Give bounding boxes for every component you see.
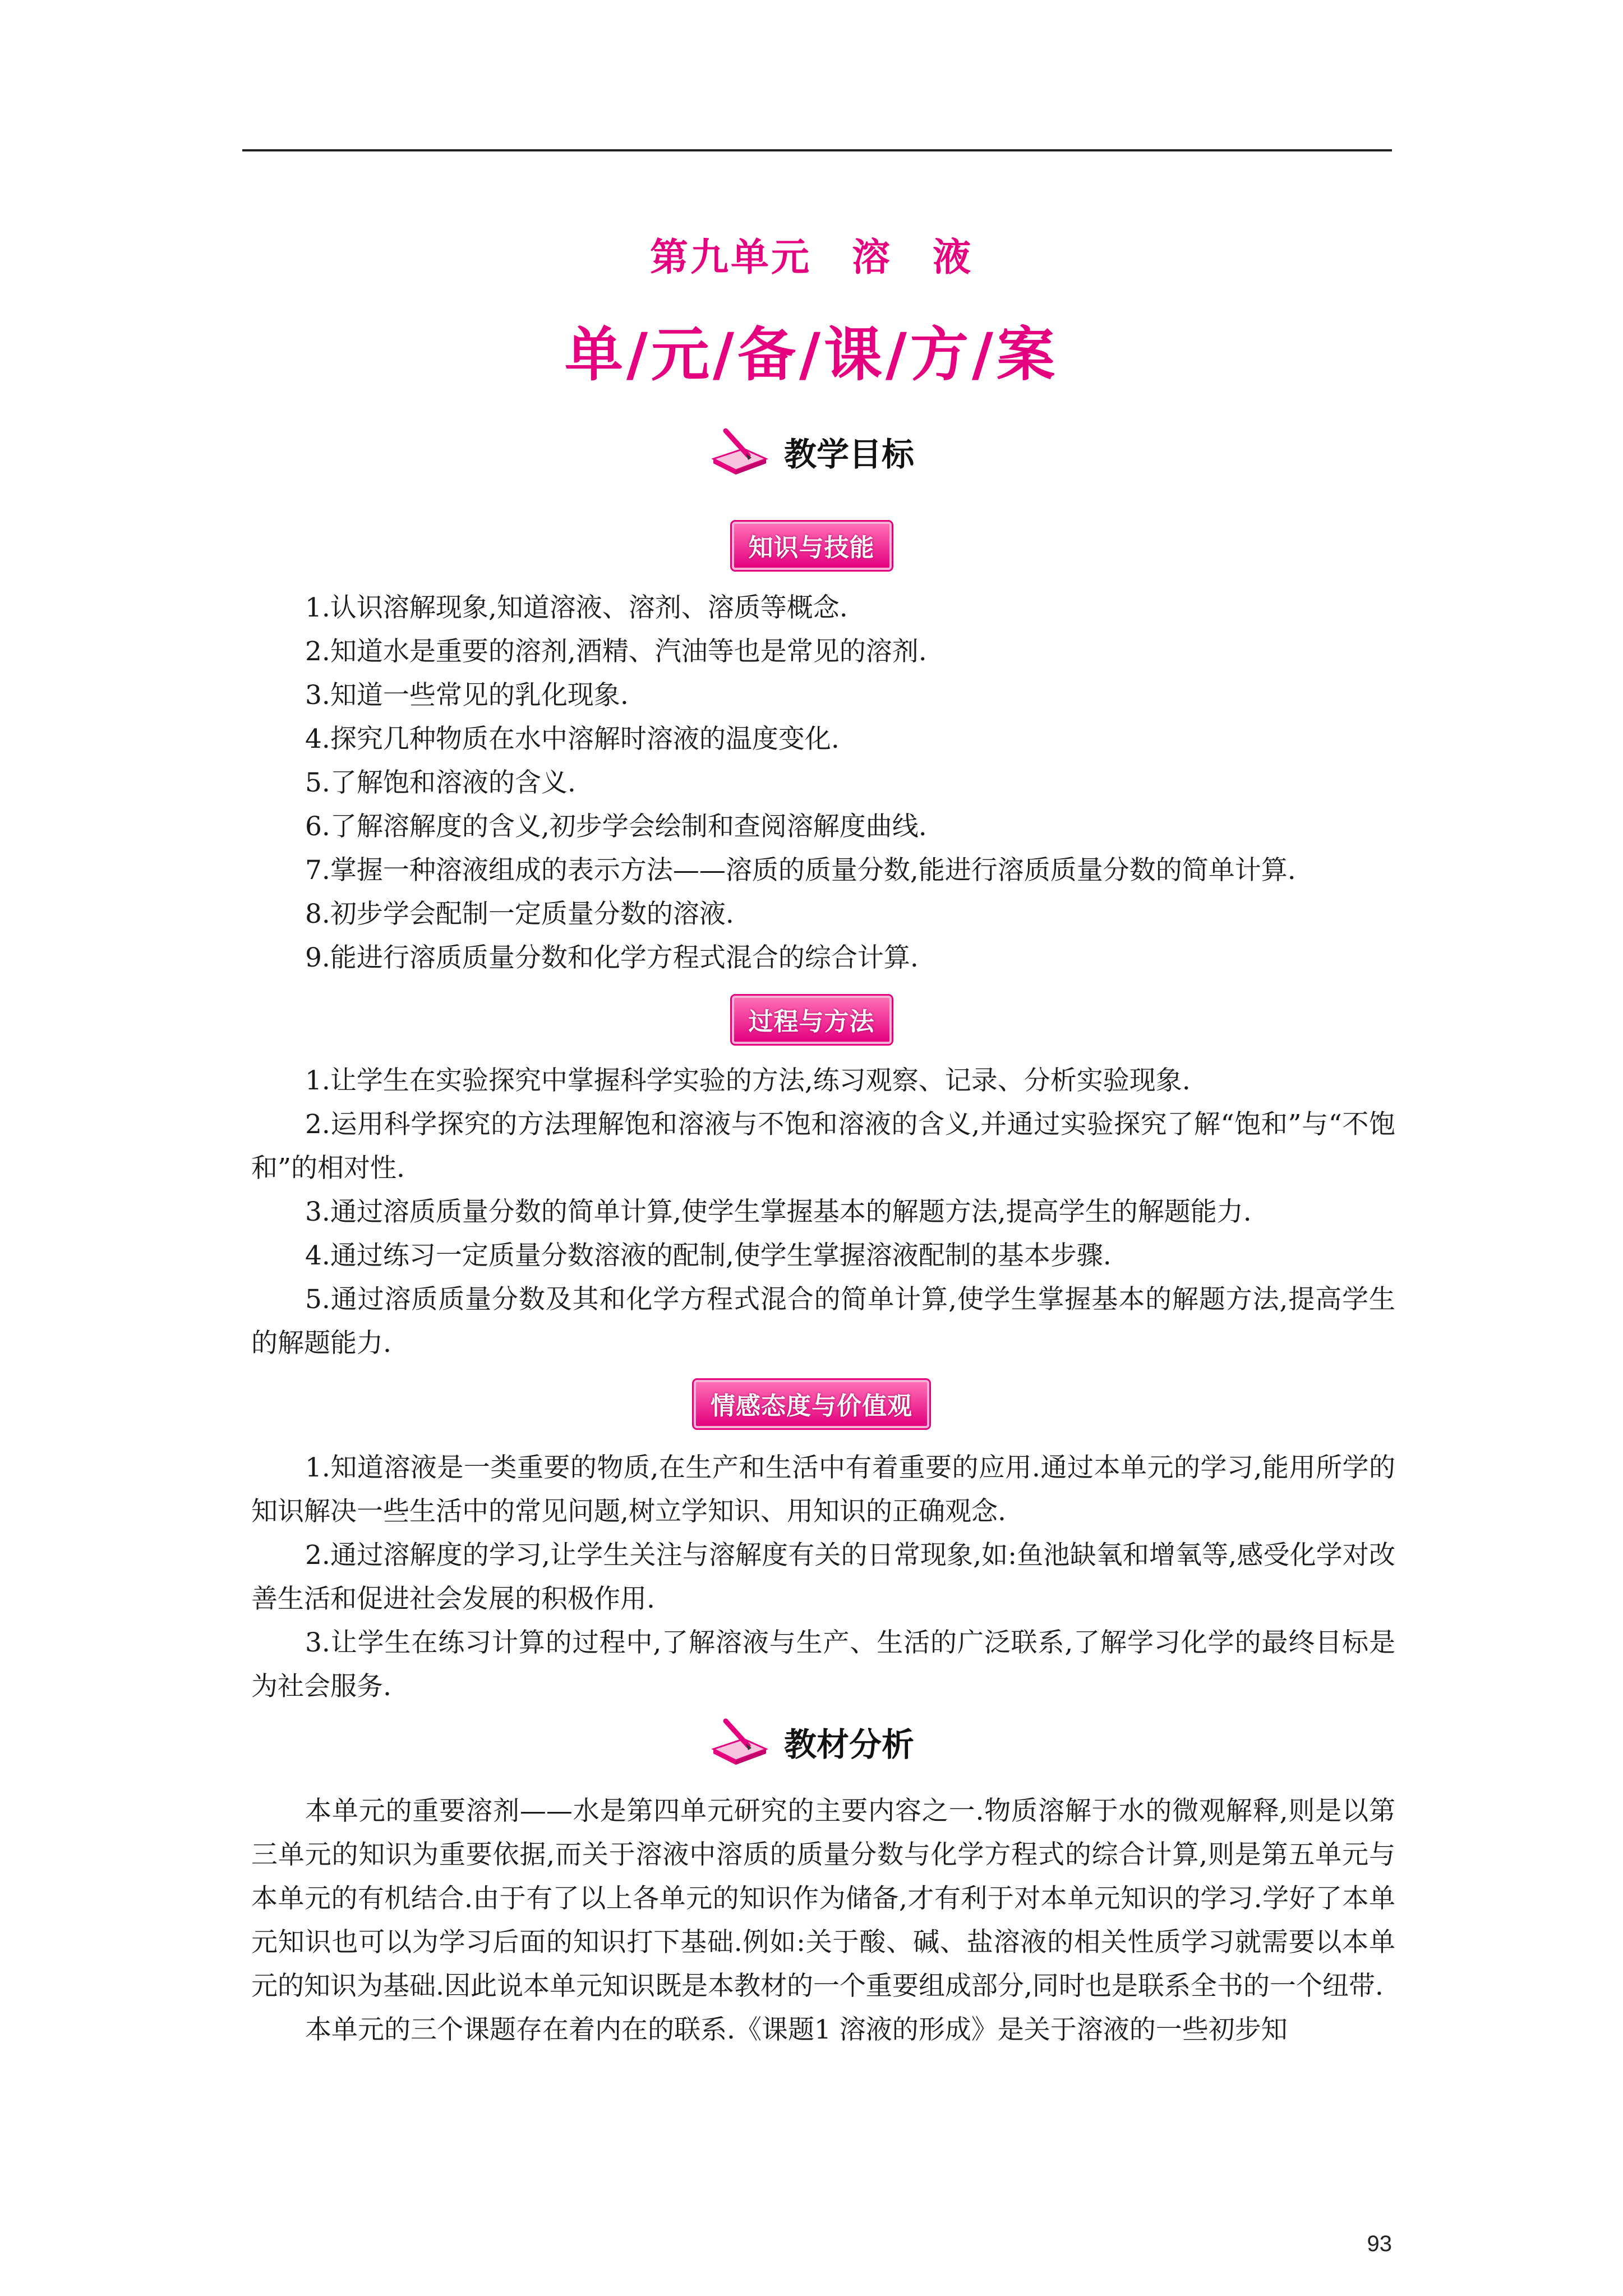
paragraph: 本单元的重要溶剂——水是第四单元研究的主要内容之一.物质溶解于水的微观解释,则是以第三单元的知识为重要依据,而关于溶液中溶质的质量分数与化学方程式的综合计算,则是第五单元与本单元的有机结合.由于有了以上各单元的知识作为储备,才有利于对本单元知识的学习.学好了本单元知识也可以为学习后面的知识打下基础.例如:关于酸、碱、盐溶液的相关性质学习就需要以本单元的知识为基础.因此说本单元知识既是本教材的一个重要组成部分,同时也是联系全书的一个纽带. bbox=[251, 1796, 1395, 2001]
list-item: 9.能进行溶质质量分数和化学方程式混合的综合计算. bbox=[305, 942, 919, 973]
list-item: 6.了解溶解度的含义,初步学会绘制和查阅溶解度曲线. bbox=[305, 811, 927, 842]
section-heading-label: 教学目标 bbox=[783, 435, 914, 473]
material-analysis-text bbox=[251, 1789, 1395, 2052]
knowledge-badge: 知识与技能 bbox=[732, 522, 892, 570]
list-item: 1.知道溶液是一类重要的物质,在生产和生活中有着重要的应用.通过本单元的学习,能用所学的知识解决一些生活中的常见问题,树立学知识、用知识的正确观念. bbox=[251, 1452, 1395, 1527]
list-item: 1.让学生在实验探究中掌握科学实验的方法,练习观察、记录、分析实验现象. bbox=[305, 1065, 1191, 1096]
section-heading-label: 教材分析 bbox=[783, 1726, 914, 1764]
process-badge: 过程与方法 bbox=[732, 996, 892, 1044]
list-item: 2.知道水是重要的溶剂,酒精、汽油等也是常见的溶剂. bbox=[305, 636, 927, 667]
knowledge-list bbox=[251, 586, 1395, 980]
list-item: 3.通过溶质质量分数的简单计算,使学生掌握基本的解题方法,提高学生的解题能力. bbox=[305, 1197, 1252, 1227]
list-item: 2.运用科学探究的方法理解饱和溶液与不饱和溶液的含义,并通过实验探究了解“饱和”与“不饱和”的相对性. bbox=[251, 1109, 1395, 1184]
attitude-badge-wrap bbox=[0, 1380, 1623, 1428]
list-item: 5.通过溶质质量分数及其和化学方程式混合的简单计算,使学生掌握基本的解题方法,提高学生的解题能力. bbox=[251, 1284, 1395, 1359]
list-item: 8.初步学会配制一定质量分数的溶液. bbox=[305, 899, 734, 930]
list-item: 3.知道一些常见的乳化现象. bbox=[305, 680, 629, 711]
plan-title: 单/元/备/课/方/案 bbox=[565, 320, 1058, 389]
section-teaching-goals bbox=[0, 426, 1623, 479]
notebook-pen-icon bbox=[709, 1717, 771, 1767]
knowledge-badge-wrap bbox=[0, 522, 1623, 570]
list-item: 5.了解饱和溶液的含义. bbox=[305, 767, 576, 798]
page-number: 93 bbox=[1367, 2231, 1392, 2256]
paragraph: 本单元的三个课题存在着内在的联系.《课题1 溶液的形成》是关于溶液的一些初步知 bbox=[305, 2014, 1288, 2045]
process-badge-wrap bbox=[0, 996, 1623, 1044]
unit-title: 第九单元 溶 液 bbox=[649, 235, 973, 280]
attitude-badge: 情感态度与价值观 bbox=[694, 1380, 929, 1428]
attitude-list bbox=[251, 1446, 1395, 1709]
list-item: 2.通过溶解度的学习,让学生关注与溶解度有关的日常现象,如:鱼池缺氧和增氧等,感受化学对改善生活和促进社会发展的积极作用. bbox=[251, 1540, 1395, 1614]
process-list bbox=[251, 1059, 1395, 1365]
notebook-pen-icon bbox=[709, 426, 771, 477]
top-rule bbox=[242, 149, 1392, 151]
list-item: 4.通过练习一定质量分数溶液的配制,使学生掌握溶液配制的基本步骤. bbox=[305, 1240, 1112, 1271]
list-item: 4.探究几种物质在水中溶解时溶液的温度变化. bbox=[305, 724, 840, 754]
list-item: 1.认识溶解现象,知道溶液、溶剂、溶质等概念. bbox=[305, 592, 848, 623]
list-item: 7.掌握一种溶液组成的表示方法——溶质的质量分数,能进行溶质质量分数的简单计算. bbox=[305, 855, 1296, 886]
list-item: 3.让学生在练习计算的过程中,了解溶液与生产、生活的广泛联系,了解学习化学的最终目标是为社会服务. bbox=[251, 1627, 1395, 1702]
section-material-analysis bbox=[0, 1717, 1623, 1769]
